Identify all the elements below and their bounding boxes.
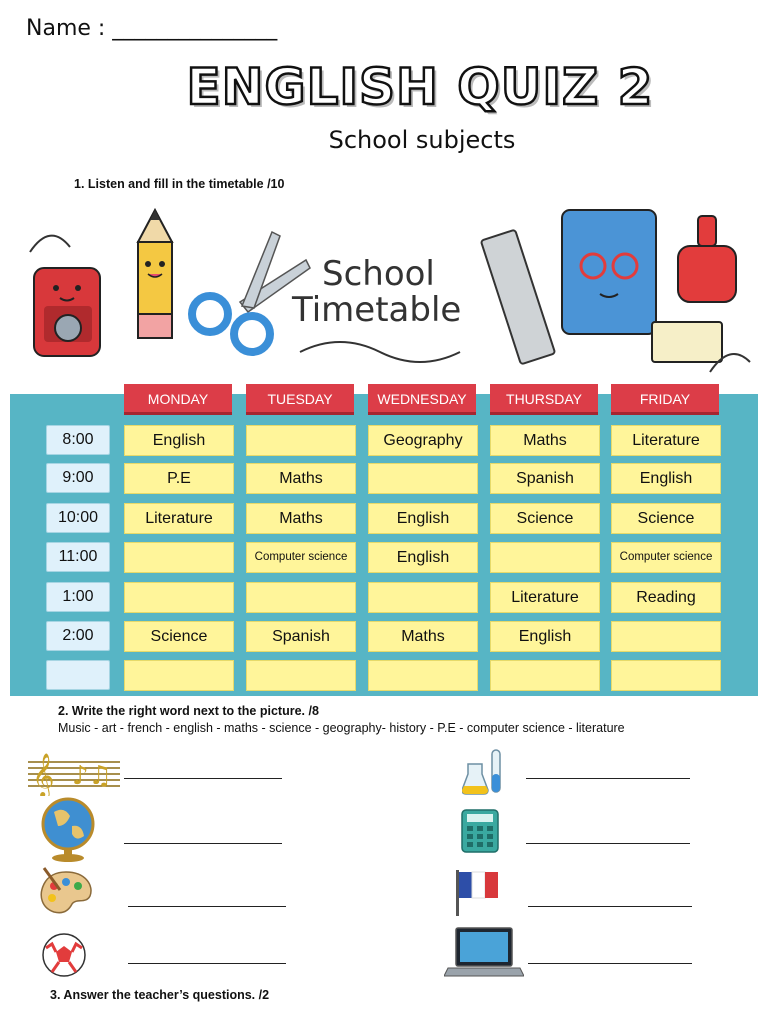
timetable-cell[interactable] [124, 582, 234, 613]
timetable-cell: Science [124, 621, 234, 652]
quiz-subtitle: School subjects [328, 126, 516, 154]
time-slot: 10:00 [46, 503, 110, 533]
calculator-icon [460, 808, 500, 854]
timetable-cell: English [368, 503, 478, 534]
time-slot [46, 660, 110, 690]
timetable-cell: Computer science [246, 542, 356, 573]
pencil-icon [138, 210, 172, 338]
timetable-cell: Literature [490, 582, 600, 613]
timetable-cell: English [368, 542, 478, 573]
timetable-cell: Spanish [490, 463, 600, 494]
timetable-cell: P.E [124, 463, 234, 494]
timetable-cell: Computer science [611, 542, 721, 573]
answer-line[interactable] [128, 906, 286, 907]
music-notes-icon [28, 748, 120, 796]
timetable-cell: Literature [611, 425, 721, 456]
timetable-cell: Science [611, 503, 721, 534]
word-bank: Music - art - french - english - maths - science - geography- history - P.E - computer science - literature [58, 721, 625, 735]
palette-icon [36, 866, 96, 918]
timetable-cell[interactable] [368, 660, 478, 691]
banner-title [292, 256, 461, 328]
glue-bottle-icon [678, 216, 736, 302]
svg-text:𝄞: 𝄞 [32, 753, 55, 796]
timetable-cell: Reading [611, 582, 721, 613]
answer-line[interactable] [124, 843, 282, 844]
time-slot: 9:00 [46, 463, 110, 493]
day-header-friday: FRIDAY [611, 384, 719, 415]
answer-line[interactable] [124, 778, 282, 779]
timetable-cell: Maths [246, 463, 356, 494]
timetable-cell: English [611, 463, 721, 494]
svg-text:♪♫: ♪♫ [72, 761, 112, 791]
timetable-cell[interactable] [246, 425, 356, 456]
eraser-icon [652, 322, 722, 362]
time-slot: 8:00 [46, 425, 110, 455]
globe-icon [38, 796, 100, 862]
answer-line[interactable] [526, 778, 690, 779]
timetable-cell: Maths [368, 621, 478, 652]
answer-line[interactable] [528, 963, 692, 964]
french-flag-icon [454, 866, 502, 918]
timetable-cell[interactable] [246, 582, 356, 613]
notebook-icon [562, 210, 656, 334]
banner-title-line-1: School [322, 254, 435, 294]
timetable-cell[interactable] [490, 660, 600, 691]
timetable-cell: English [124, 425, 234, 456]
time-slot: 1:00 [46, 582, 110, 612]
timetable-cell: English [490, 621, 600, 652]
timetable-cell: Maths [246, 503, 356, 534]
football-icon [40, 932, 88, 978]
timetable-cell: Geography [368, 425, 478, 456]
day-header-monday: MONDAY [124, 384, 232, 415]
day-header-tuesday: TUESDAY [246, 384, 354, 415]
time-slot: 11:00 [46, 542, 110, 572]
name-label: Name : _______________ [26, 16, 278, 41]
laptop-icon [444, 926, 524, 978]
timetable-cell[interactable] [124, 542, 234, 573]
question-3-prompt: 3. Answer the teacher’s questions. /2 [50, 988, 270, 1002]
timetable-cell: Literature [124, 503, 234, 534]
answer-line[interactable] [528, 906, 692, 907]
timetable-cell[interactable] [368, 582, 478, 613]
timetable-cell[interactable] [490, 542, 600, 573]
timetable-cell[interactable] [611, 621, 721, 652]
quiz-title: ENGLISH QUIZ 2 [186, 58, 654, 116]
timetable-cell: Spanish [246, 621, 356, 652]
timetable-cell[interactable] [368, 463, 478, 494]
timetable-cell[interactable] [124, 660, 234, 691]
day-header-thursday: THURSDAY [490, 384, 598, 415]
sharpener-icon [34, 268, 100, 356]
question-2-prompt: 2. Write the right word next to the picture. /8 [58, 704, 319, 718]
timetable-cell[interactable] [611, 660, 721, 691]
banner-title-line-2: Timetable [292, 290, 462, 330]
day-header-wednesday: WEDNESDAY [368, 384, 476, 415]
answer-line[interactable] [526, 843, 690, 844]
timetable-cell: Science [490, 503, 600, 534]
question-1-prompt: 1. Listen and fill in the timetable /10 [74, 177, 285, 191]
ruler-icon [481, 230, 555, 365]
answer-line[interactable] [128, 963, 286, 964]
time-slot: 2:00 [46, 621, 110, 651]
timetable-cell: Maths [490, 425, 600, 456]
lab-flasks-icon [462, 744, 506, 798]
timetable-cell[interactable] [246, 660, 356, 691]
